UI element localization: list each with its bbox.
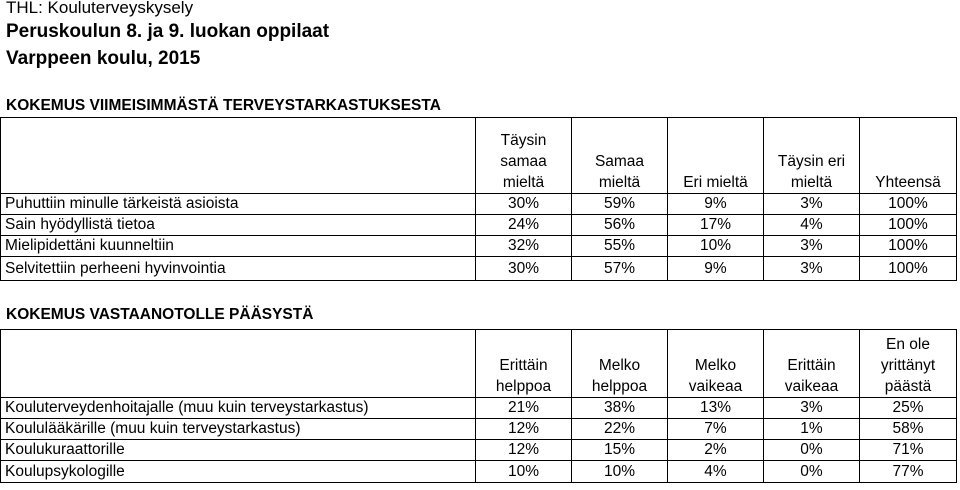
cell: 3% [764,398,860,419]
row-label: Kouluterveydenhoitajalle (muu kuin terveystarkastus) [1,398,476,419]
table-row [1,236,957,257]
cell: 9% [668,194,764,215]
col-header-line: Yhteensä [875,174,941,191]
table-header-row [1,118,957,194]
cell: 56% [572,215,668,236]
cell: 25% [860,398,957,419]
row-label: Koulukuraattorille [1,440,476,461]
cell: 10% [572,461,668,483]
col-header-taysin-eri [764,118,860,194]
cell: 38% [572,398,668,419]
col-header-line: mieltä [598,174,641,191]
cell: 58% [860,419,957,440]
cell: 13% [668,398,764,419]
header-blank-cell [1,118,476,194]
col-header-melko-vaikeaa [668,330,764,398]
cell: 0% [764,440,860,461]
col-header-line: Erittäin [787,357,836,374]
access-table [0,329,957,483]
row-label: Selvitettiin perheeni hyvinvointia [1,257,476,281]
cell: 4% [764,215,860,236]
col-header-erittain-helppoa [476,330,572,398]
col-header-erittain-vaikeaa [764,330,860,398]
table-row [1,215,957,236]
cell: 10% [476,461,572,483]
row-label: Mielipidettäni kuunneltiin [1,236,476,257]
page-subtitle: Varppeen koulu, 2015 [6,48,201,69]
cell: 77% [860,461,957,483]
col-header-line: vaikeaa [688,378,743,395]
cell: 21% [476,398,572,419]
col-header-line: mieltä [790,174,833,191]
col-header-line: Eri mieltä [683,174,748,191]
cell: 2% [668,440,764,461]
col-header-line: helppoa [495,378,552,395]
col-header-line: mieltä [502,174,545,191]
table-row [1,257,957,281]
cell: 24% [476,215,572,236]
row-label: Koululääkärille (muu kuin terveystarkastus) [1,419,476,440]
cell: 12% [476,419,572,440]
table-row [1,461,957,483]
cell: 30% [476,257,572,281]
cell: 0% [764,461,860,483]
source-label: THL: Kouluterveyskysely [6,0,194,17]
table-row [1,440,957,461]
col-header-line: Samaa [594,153,645,170]
row-label: Sain hyödyllistä tietoa [1,215,476,236]
cell: 10% [668,236,764,257]
table-row [1,194,957,215]
col-header-line: vaikeaa [784,378,839,395]
col-header-line: Täysin eri [777,153,846,170]
section1-heading: KOKEMUS VIIMEISIMMÄSTÄ TERVEYSTARKASTUKSESTA [6,97,441,114]
col-header-line: päästä [884,378,932,395]
col-header-en-ole-yrittanyt [860,330,957,398]
cell: 17% [668,215,764,236]
cell: 7% [668,419,764,440]
cell: 100% [860,257,957,281]
health-check-table [0,117,957,281]
section2-heading: KOKEMUS VASTAANOTOLLE PÄÄSYSTÄ [6,306,314,323]
cell: 100% [860,194,957,215]
col-header-line: En ole [886,336,930,353]
page-title: Peruskoulun 8. ja 9. luokan oppilaat [6,21,330,42]
col-header-line: Melko [694,357,737,374]
cell: 30% [476,194,572,215]
cell: 71% [860,440,957,461]
cell: 3% [764,257,860,281]
header-blank-cell [1,330,476,398]
table-row [1,398,957,419]
col-header-taysin-samaa [476,118,572,194]
row-label: Puhuttiin minulle tärkeistä asioista [1,194,476,215]
col-header-melko-helppoa [572,330,668,398]
cell: 22% [572,419,668,440]
cell: 3% [764,236,860,257]
col-header-line: Melko [598,357,641,374]
cell: 100% [860,236,957,257]
col-header-line: yrittänyt [880,357,936,374]
cell: 57% [572,257,668,281]
cell: 59% [572,194,668,215]
table-row [1,419,957,440]
col-header-eri [668,118,764,194]
cell: 15% [572,440,668,461]
cell: 3% [764,194,860,215]
col-header-line: Täysin [500,132,547,149]
cell: 55% [572,236,668,257]
col-header-line: helppoa [591,378,648,395]
col-header-yhteensa [860,118,957,194]
cell: 1% [764,419,860,440]
col-header-line: samaa [500,153,547,170]
cell: 4% [668,461,764,483]
cell: 32% [476,236,572,257]
row-label: Koulupsykologille [1,461,476,483]
table-header-row [1,330,957,398]
col-header-line: Erittäin [499,357,548,374]
col-header-samaa [572,118,668,194]
cell: 100% [860,215,957,236]
cell: 9% [668,257,764,281]
cell: 12% [476,440,572,461]
